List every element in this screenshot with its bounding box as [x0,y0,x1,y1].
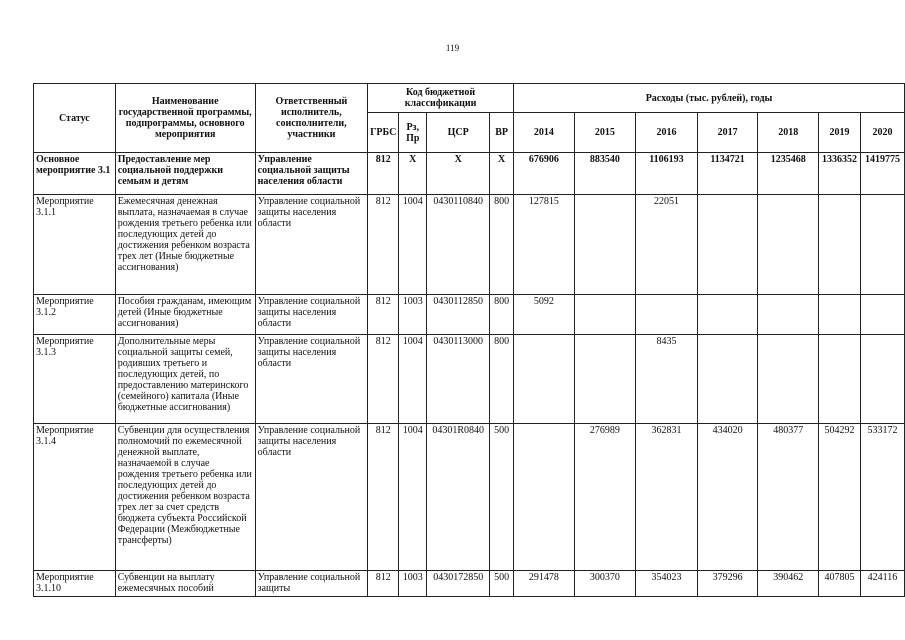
header-program-name: Наименование государственной программы, подпрограммы, основного мероприятия [115,84,255,153]
table-row [34,424,905,571]
budget-table [33,83,905,597]
row-value-2017: 1134721 [697,153,758,195]
row-csr: 04301R0840 [427,424,490,571]
row-csr: 0430110840 [427,195,490,295]
row-vr: 800 [490,295,514,335]
row-rzpr: 1004 [399,195,427,295]
header-grbs: ГРБС [368,113,399,153]
row-value-2020: 424116 [860,571,904,597]
row-name: Ежемесячная денежная выплата, назначаемая в случае рождения третьего ребенка или последующих детей до достижения ребенком возраста трех лет (Иные бюджетные ассигнования) [115,195,255,295]
row-value-2017: 434020 [697,424,758,571]
row-csr: 0430113000 [427,335,490,424]
table-row [34,335,905,424]
row-value-2018: 390462 [758,571,819,597]
row-executor: Управление социальной защиты населения области [255,335,367,424]
row-value-2014 [514,424,575,571]
row-value-2017 [697,295,758,335]
row-value-2020 [860,335,904,424]
row-value-2020: 533172 [860,424,904,571]
row-value-2019: 407805 [819,571,861,597]
row-value-2019 [819,295,861,335]
row-value-2014: 291478 [514,571,575,597]
row-grbs: 812 [368,335,399,424]
row-value-2019: 1336352 [819,153,861,195]
header-executor: Ответственный исполнитель, соисполнители, участники [255,84,367,153]
table-row [34,295,905,335]
row-csr: 0430112850 [427,295,490,335]
row-rzpr: 1003 [399,295,427,335]
row-name: Субвенции для осуществления полномочий по ежемесячной денежной выплате, назначаемой в случае рождения третьего ребенка или последующих детей до достижения ребенком возраста трех лет за счет средств бюджета субъекта Российской Федерации (Межбюджетные трансферты) [115,424,255,571]
row-value-2018 [758,335,819,424]
row-value-2016: 8435 [636,335,698,424]
row-value-2015 [574,335,636,424]
row-grbs: 812 [368,195,399,295]
row-name: Субвенции на выплату ежемесячных пособий [115,571,255,597]
header-year-2018: 2018 [758,113,819,153]
table-row [34,195,905,295]
row-value-2014: 127815 [514,195,575,295]
header-year-2016: 2016 [636,113,698,153]
row-grbs: 812 [368,424,399,571]
row-grbs: 812 [368,153,399,195]
header-budget-code: Код бюджетной классификации [368,84,514,113]
row-vr: 500 [490,424,514,571]
page-number: 119 [445,43,460,53]
row-value-2019 [819,335,861,424]
row-value-2016 [636,295,698,335]
row-rzpr: 1003 [399,571,427,597]
row-executor: Управление социальной защиты населения области [255,195,367,295]
row-grbs: 812 [368,571,399,597]
row-value-2016: 354023 [636,571,698,597]
row-value-2014 [514,335,575,424]
row-csr: 0430172850 [427,571,490,597]
header-rzpr: Рз, Пр [399,113,427,153]
row-value-2015 [574,295,636,335]
row-value-2014: 5092 [514,295,575,335]
row-status: Основное мероприятие 3.1 [34,153,116,195]
row-value-2018: 1235468 [758,153,819,195]
row-rzpr: 1004 [399,424,427,571]
row-value-2017: 379296 [697,571,758,597]
header-row-1 [34,84,905,113]
row-value-2015: 276989 [574,424,636,571]
header-vr: ВР [490,113,514,153]
row-value-2017 [697,195,758,295]
row-value-2017 [697,335,758,424]
row-csr: X [427,153,490,195]
row-value-2015 [574,195,636,295]
row-value-2018 [758,195,819,295]
row-executor: Управление социальной защиты населения области [255,153,367,195]
row-executor: Управление социальной защиты населения области [255,424,367,571]
table-row [34,153,905,195]
header-csr: ЦСР [427,113,490,153]
row-value-2020 [860,195,904,295]
row-executor: Управление социальной защиты населения области [255,295,367,335]
header-year-2014: 2014 [514,113,575,153]
header-year-2019: 2019 [819,113,861,153]
row-status: Мероприятие 3.1.1 [34,195,116,295]
row-executor: Управление социальной защиты [255,571,367,597]
row-value-2018 [758,295,819,335]
row-value-2020: 1419775 [860,153,904,195]
row-name: Предоставление мер социальной поддержки семьям и детям [115,153,255,195]
row-vr: X [490,153,514,195]
row-rzpr: 1004 [399,335,427,424]
row-status: Мероприятие 3.1.4 [34,424,116,571]
row-vr: 800 [490,335,514,424]
row-value-2019: 504292 [819,424,861,571]
row-grbs: 812 [368,295,399,335]
header-year-2015: 2015 [574,113,636,153]
row-value-2019 [819,195,861,295]
row-value-2016: 1106193 [636,153,698,195]
header-year-2020: 2020 [860,113,904,153]
row-value-2016: 362831 [636,424,698,571]
header-year-2017: 2017 [697,113,758,153]
row-name: Дополнительные меры социальной защиты семей, родивших третьего и последующих детей, по предоставлению материнского (семейного) капитала (Иные бюджетные ассигнования) [115,335,255,424]
row-status: Мероприятие 3.1.3 [34,335,116,424]
row-rzpr: X [399,153,427,195]
header-expenses: Расходы (тыс. рублей), годы [514,84,905,113]
row-value-2015: 300370 [574,571,636,597]
row-status: Мероприятие 3.1.2 [34,295,116,335]
row-value-2020 [860,295,904,335]
table-row [34,571,905,597]
row-status: Мероприятие 3.1.10 [34,571,116,597]
row-vr: 800 [490,195,514,295]
row-value-2018: 480377 [758,424,819,571]
row-vr: 500 [490,571,514,597]
row-value-2014: 676906 [514,153,575,195]
row-value-2015: 883540 [574,153,636,195]
header-status: Статус [34,84,116,153]
row-value-2016: 22051 [636,195,698,295]
row-name: Пособия гражданам, имеющим детей (Иные бюджетные ассигнования) [115,295,255,335]
